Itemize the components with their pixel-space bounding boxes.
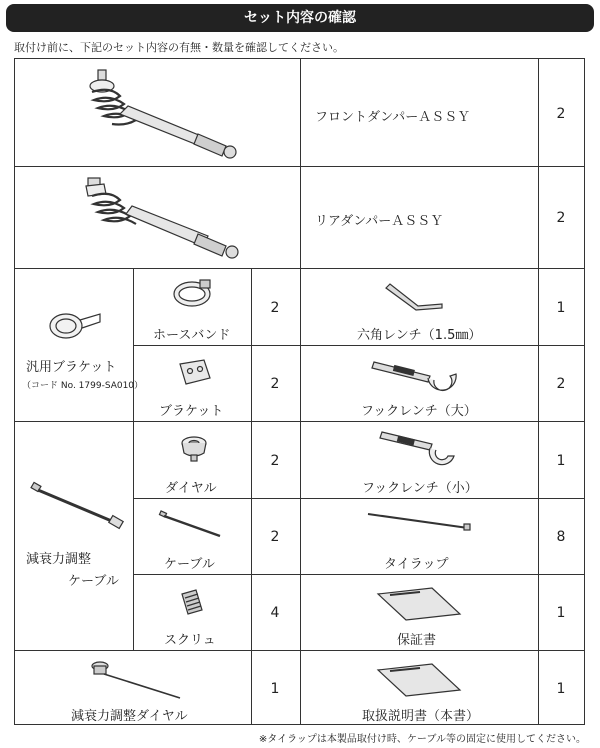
screw-qty: 4 (270, 605, 280, 621)
cable-image (158, 508, 228, 540)
dial-name: ダイヤル (165, 481, 217, 496)
hook-wrench-large-qty: 2 (556, 376, 566, 392)
rear-damper-qty: 2 (556, 210, 566, 226)
hex-wrench-name: 六角レンチ（1.5㎜） (357, 328, 482, 343)
rear-damper-image (78, 172, 248, 264)
tie-wrap-image (364, 510, 474, 532)
rear-damper-name: リアダンパーＡＳＳＹ (315, 214, 444, 229)
footnote: ※タイラップは本製品取付け時、ケーブル等の固定に使用してください。 (258, 734, 586, 745)
hook-wrench-small-image (376, 432, 462, 470)
bracket-qty: 2 (270, 376, 280, 392)
cable-qty: 2 (270, 529, 280, 545)
header-title: セット内容の確認 (244, 10, 356, 26)
cable-group-title-line1: 減衰力調整 (26, 552, 92, 567)
screw-name: スクリュ (164, 633, 216, 648)
hook-wrench-large-image (368, 360, 464, 394)
hook-wrench-large-name: フックレンチ（大） (361, 404, 477, 419)
tie-wrap-qty: 8 (556, 529, 566, 545)
hex-wrench-qty: 1 (556, 300, 566, 316)
adjust-dial-image (88, 658, 188, 702)
hose-band-name: ホースバンド (153, 328, 231, 343)
bracket-image (176, 358, 214, 388)
universal-bracket-image (44, 304, 104, 344)
bracket-group-code: （コード No. 1799-SA010） (22, 381, 144, 391)
adjust-dial-name: 減衰力調整ダイヤル (71, 709, 188, 724)
warranty-qty: 1 (556, 605, 566, 621)
hose-band-image (170, 276, 216, 310)
front-damper-name: フロントダンパーＡＳＳＹ (315, 110, 471, 125)
warranty-image (376, 586, 462, 622)
tie-wrap-name: タイラップ (384, 557, 449, 572)
cable-group-title-line2: ケーブル (68, 574, 119, 589)
bracket-group-title: 汎用ブラケット (26, 360, 117, 375)
hose-band-qty: 2 (270, 300, 280, 316)
screw-image (178, 588, 206, 618)
hex-wrench-image (382, 280, 446, 316)
dial-image (178, 433, 210, 465)
manual-image (376, 662, 462, 698)
front-damper-qty: 2 (556, 106, 566, 122)
manual-qty: 1 (556, 681, 566, 697)
manual-name: 取扱説明書（本書） (362, 709, 480, 724)
adjust-cable-image (30, 480, 126, 530)
cable-name: ケーブル (164, 557, 215, 572)
intro-text: 取付け前に、下記のセット内容の有無・数量を確認してください。 (14, 41, 344, 54)
front-damper-image (80, 66, 250, 158)
warranty-name: 保証書 (397, 633, 437, 648)
adjust-dial-qty: 1 (270, 681, 280, 697)
dial-qty: 2 (270, 453, 280, 469)
hook-wrench-small-qty: 1 (556, 453, 566, 469)
hook-wrench-small-name: フックレンチ（小） (362, 481, 478, 496)
bracket-name: ブラケット (159, 404, 224, 419)
